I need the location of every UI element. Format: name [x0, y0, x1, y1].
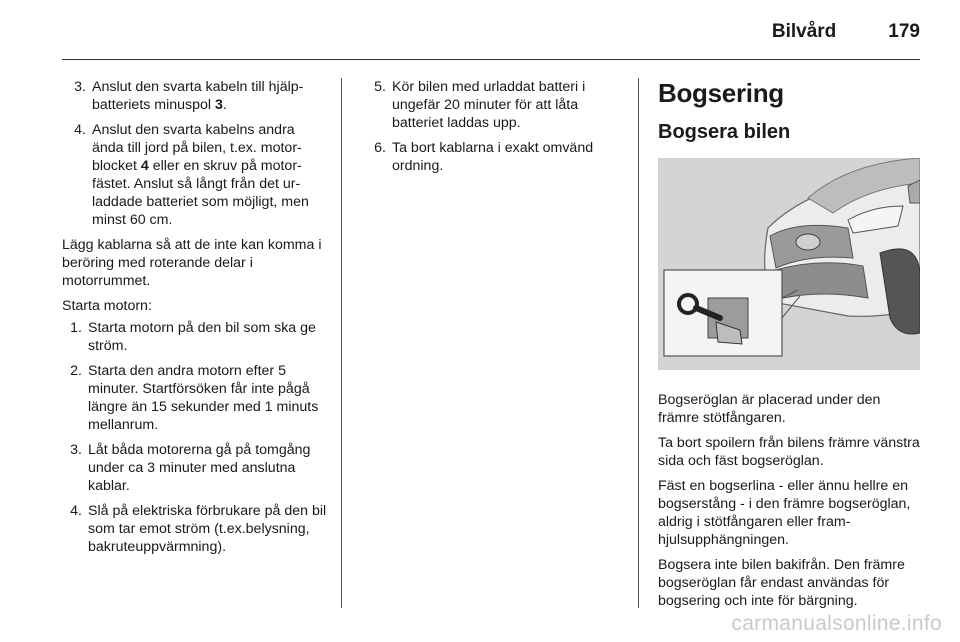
- list-text: Slå på elektriska förbrukare på den bil som tar emot ström (t.ex.belysning, bakruteuppvärmning).: [88, 503, 327, 555]
- list-item: [62, 319, 328, 355]
- list-item: [362, 78, 628, 132]
- column-2: [362, 78, 628, 182]
- list-number: 5.: [374, 79, 386, 95]
- list-number: 6.: [374, 140, 386, 156]
- section-title: Bilvård: [771, 21, 837, 42]
- list-item: [62, 362, 328, 434]
- paragraph: Bogsera inte bilen bakifrån. Den främre bogseröglan får endast användas för bogsering och inte för bärgning.: [658, 557, 905, 609]
- list-item: [62, 78, 328, 114]
- column-1: [62, 78, 328, 563]
- list-text: Anslut den svarta kabelns andra ända till jord på bilen, t.ex. motorblocket 4 eller en skruv på motorfästet. Anslut så långt från det urladdade batteriet som möjligt, men minst 60 cm.: [92, 122, 309, 228]
- list-number: 2.: [70, 363, 82, 379]
- paragraph: Starta motorn:: [62, 298, 152, 314]
- towing-eye-illustration: [658, 158, 920, 370]
- paragraph: Ta bort spoilern från bilens främre vänstra sida och fäst bogseröglan.: [658, 435, 920, 469]
- chapter-heading: Bogsering: [658, 78, 784, 108]
- paragraph: Lägg kablarna så att de inte kan komma i beröring med roterande delar i motorrummet.: [62, 237, 322, 289]
- list-item: [362, 139, 628, 175]
- list-text: Låt båda motorerna gå på tomgång under ca 3 minuter med anslutna kablar.: [88, 442, 311, 494]
- list-item: [62, 502, 328, 556]
- column-divider-2: [638, 78, 639, 608]
- list-number: 3.: [70, 442, 82, 458]
- list-text: Kör bilen med urladdat batteri i ungefär 20 minuter för att låta batteriet laddas upp.: [392, 79, 586, 131]
- list-text: Anslut den svarta kabeln till hjälpbatteriets minuspol 3.: [92, 79, 304, 113]
- list-number: 4.: [70, 503, 82, 519]
- callout-number: 3: [215, 97, 223, 113]
- list-item: [62, 441, 328, 495]
- list-text: Starta motorn på den bil som ska ge ström.: [88, 320, 316, 354]
- list-item: [62, 121, 328, 229]
- header-rule: [62, 59, 920, 60]
- watermark: carmanualsonline.info: [731, 612, 942, 635]
- section-heading: Bogsera bilen: [658, 121, 791, 143]
- callout-number: 4: [140, 158, 149, 174]
- column-divider-1: [341, 78, 342, 608]
- column-3: [658, 78, 924, 617]
- list-number: 4.: [74, 122, 86, 138]
- paragraph: Bogseröglan är placerad under den främre stötfångaren.: [658, 392, 881, 426]
- list-text: Starta den andra motorn efter 5 minuter. Startförsöken får inte pågå längre än 15 sekunder med 1 minuts mellanrum.: [88, 363, 319, 433]
- page-header: [772, 10, 920, 54]
- paragraph: Fäst en bogserlina - eller ännu hellre en bogserstång - i den främre bogseröglan, aldrig i stötfångaren eller framhjulsupphängningen.: [658, 478, 911, 548]
- page-number: 179: [888, 21, 920, 42]
- list-number: 3.: [74, 79, 86, 95]
- list-text: Ta bort kablarna i exakt omvänd ordning.: [392, 140, 594, 174]
- list-number: 1.: [70, 320, 82, 336]
